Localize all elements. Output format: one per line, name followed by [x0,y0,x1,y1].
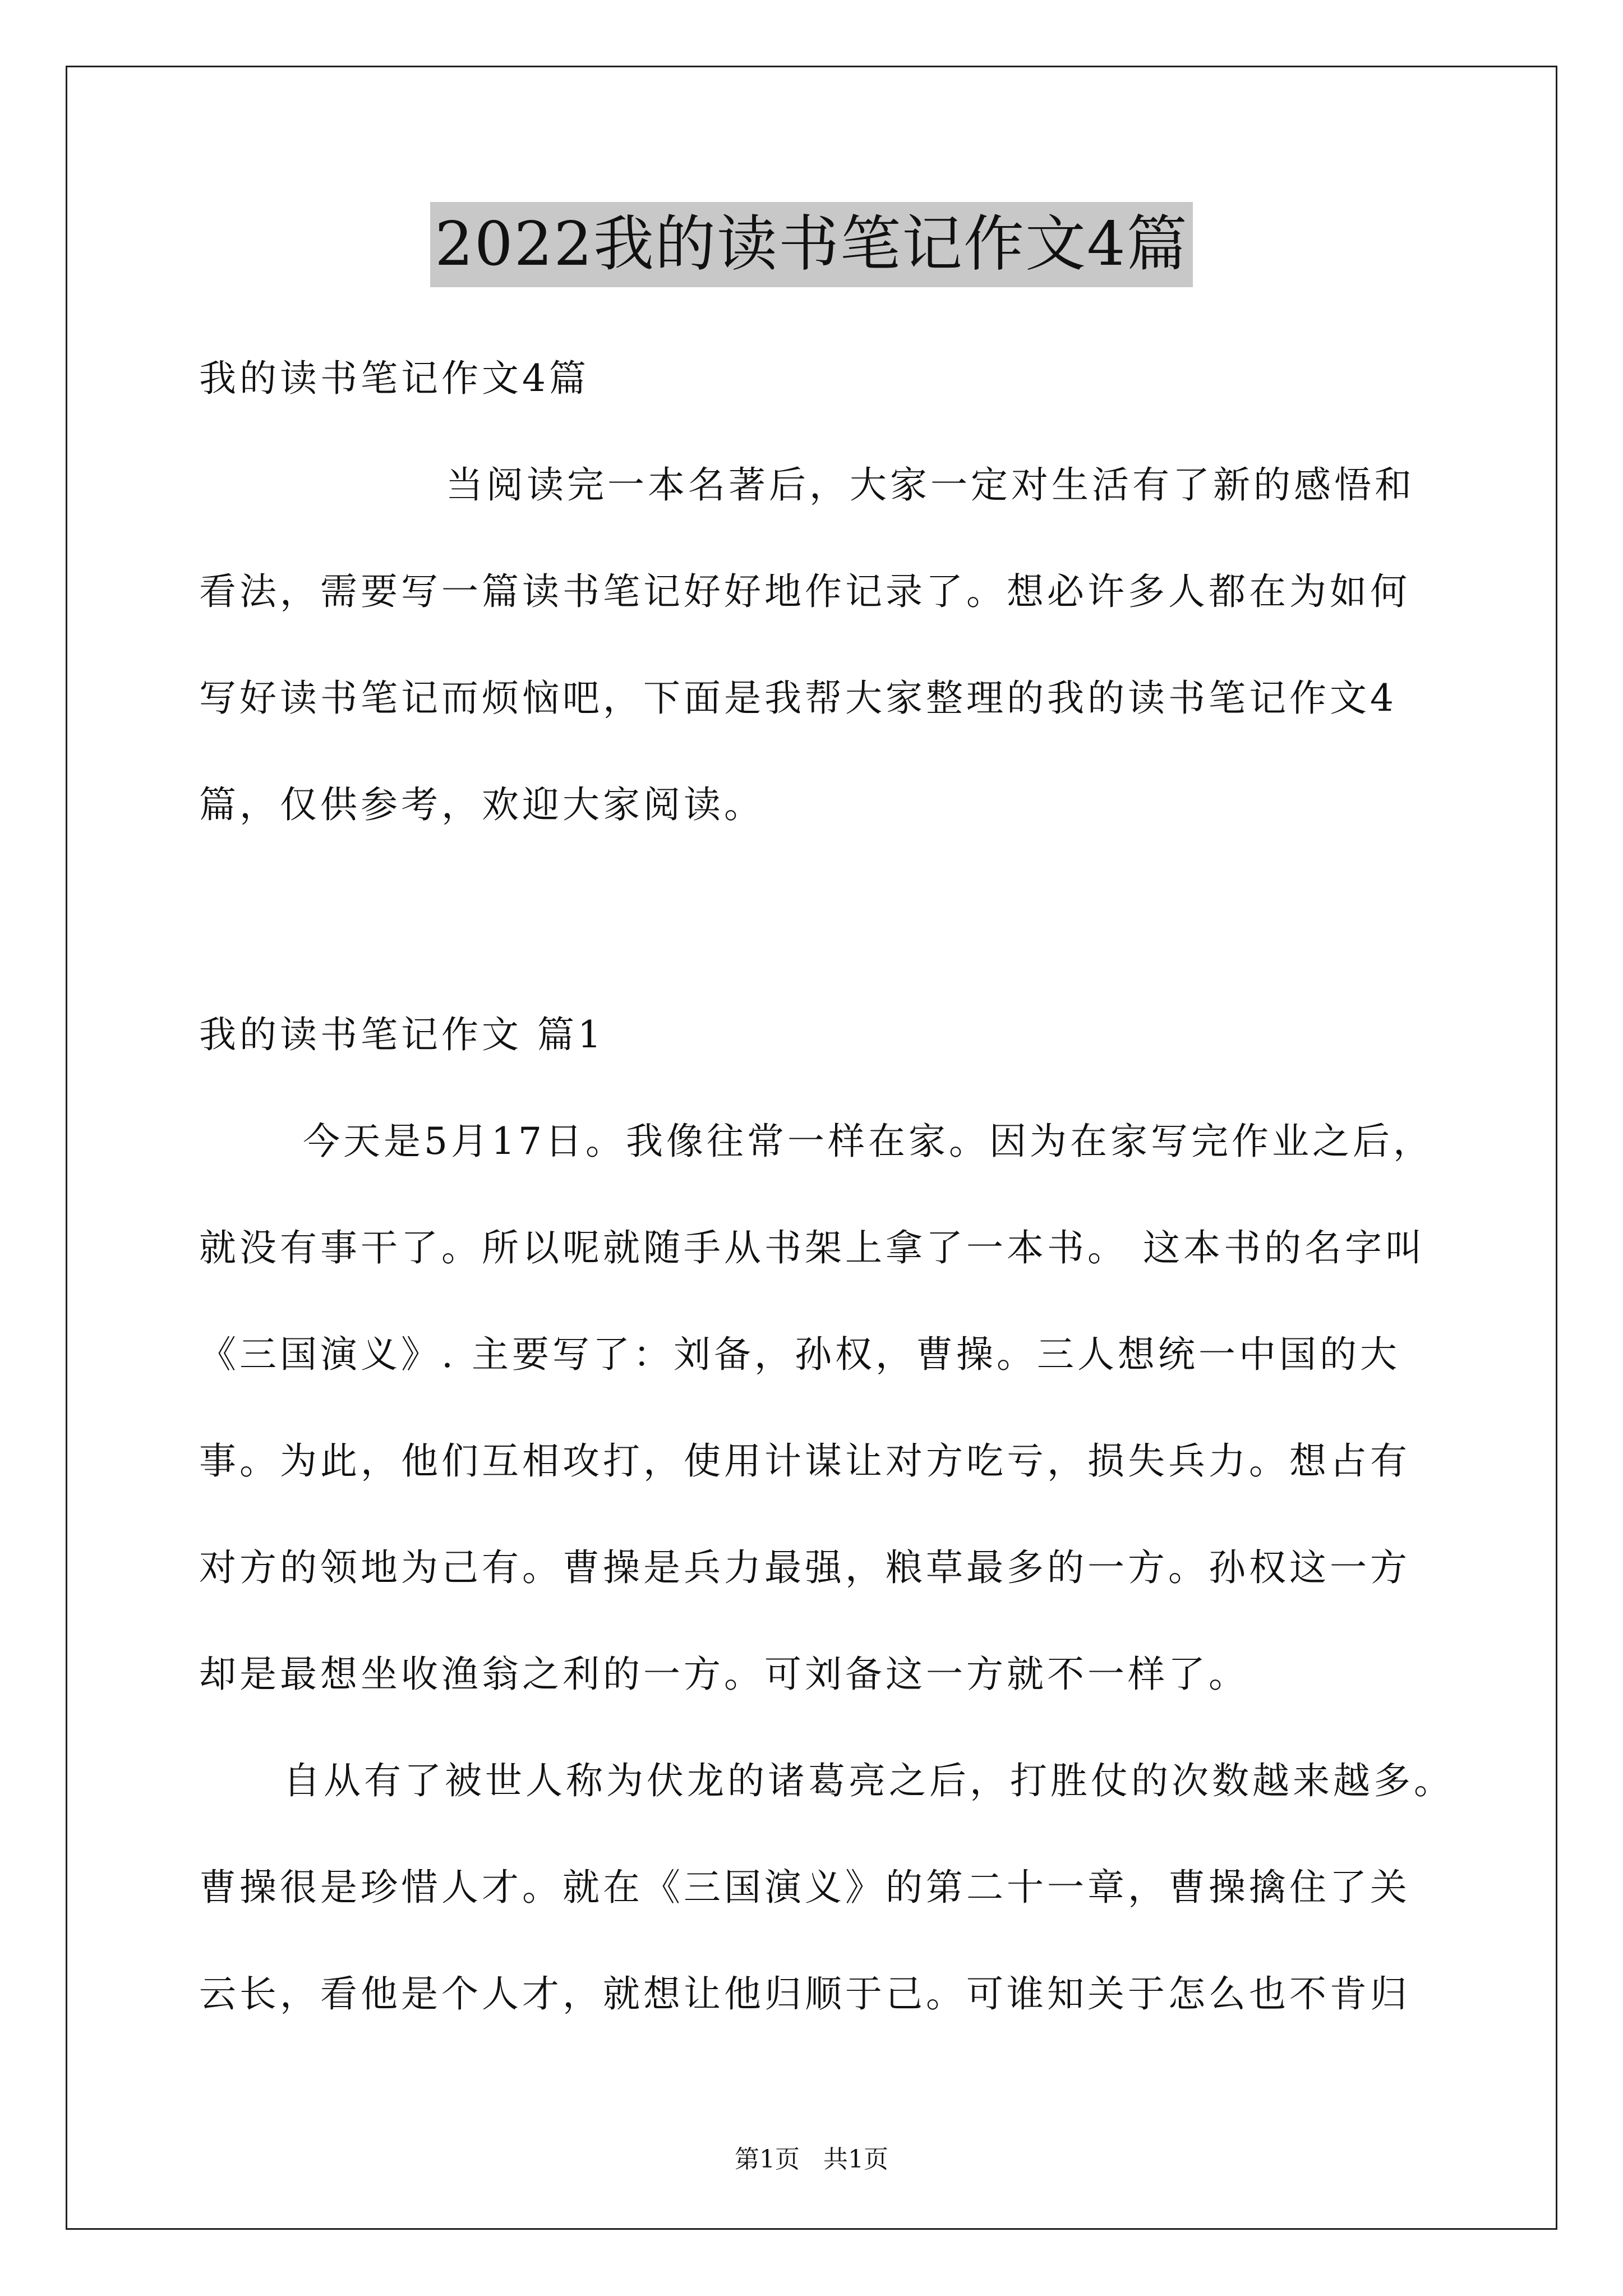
section-heading: 我的读书笔记作文 篇1 [199,1013,605,1056]
paragraph-line: 云长，看他是个人才，就想让他归顺于己。可谁知关于怎么也不肯归 [199,1972,1410,2016]
paragraph-line: 对方的领地为己有。曹操是兵力最强，粮草最多的一方。孙权这一方 [199,1546,1410,1589]
intro-line: 看法，需要写一篇读书笔记好好地作记录了。想必许多人都在为如何 [199,570,1410,613]
title-container [0,202,1623,287]
paragraph-line: 事。为此，他们互相攻打，使用计谋让对方吃亏，损失兵力。想占有 [199,1439,1410,1483]
paragraph-line: 曹操很是珍惜人才。就在《三国演义》的第二十一章，曹操擒住了关 [199,1866,1410,1909]
document-subtitle: 我的读书笔记作文4篇 [199,357,589,400]
intro-line: 当阅读完一本名著后，大家一定对生活有了新的感悟和 [446,463,1415,507]
paragraph-line: 今天是5月17日。我像往常一样在家。因为在家写完作业之后， [303,1120,1433,1163]
paragraph-line: 就没有事干了。所以呢就随手从书架上拿了一本书。 这本书的名字叫 [199,1226,1426,1269]
document-title: 2022我的读书笔记作文4篇 [430,202,1193,287]
paragraph-line: 自从有了被世人称为伏龙的诸葛亮之后，打胜仗的次数越来越多。 [283,1759,1454,1802]
total-pages: 共1页 [823,2145,888,2174]
paragraph-line: 《三国演义》. 主要写了：刘备，孙权，曹操。三人想统一中国的大 [199,1333,1400,1376]
page-footer [0,2143,1623,2177]
paragraph-line: 却是最想坐收渔翁之利的一方。可刘备这一方就不一样了。 [199,1653,1249,1696]
page-number: 第1页 [735,2145,800,2174]
intro-line: 篇，仅供参考，欢迎大家阅读。 [199,783,764,826]
intro-line: 写好读书笔记而烦恼吧，下面是我帮大家整理的我的读书笔记作文4 [199,677,1397,720]
